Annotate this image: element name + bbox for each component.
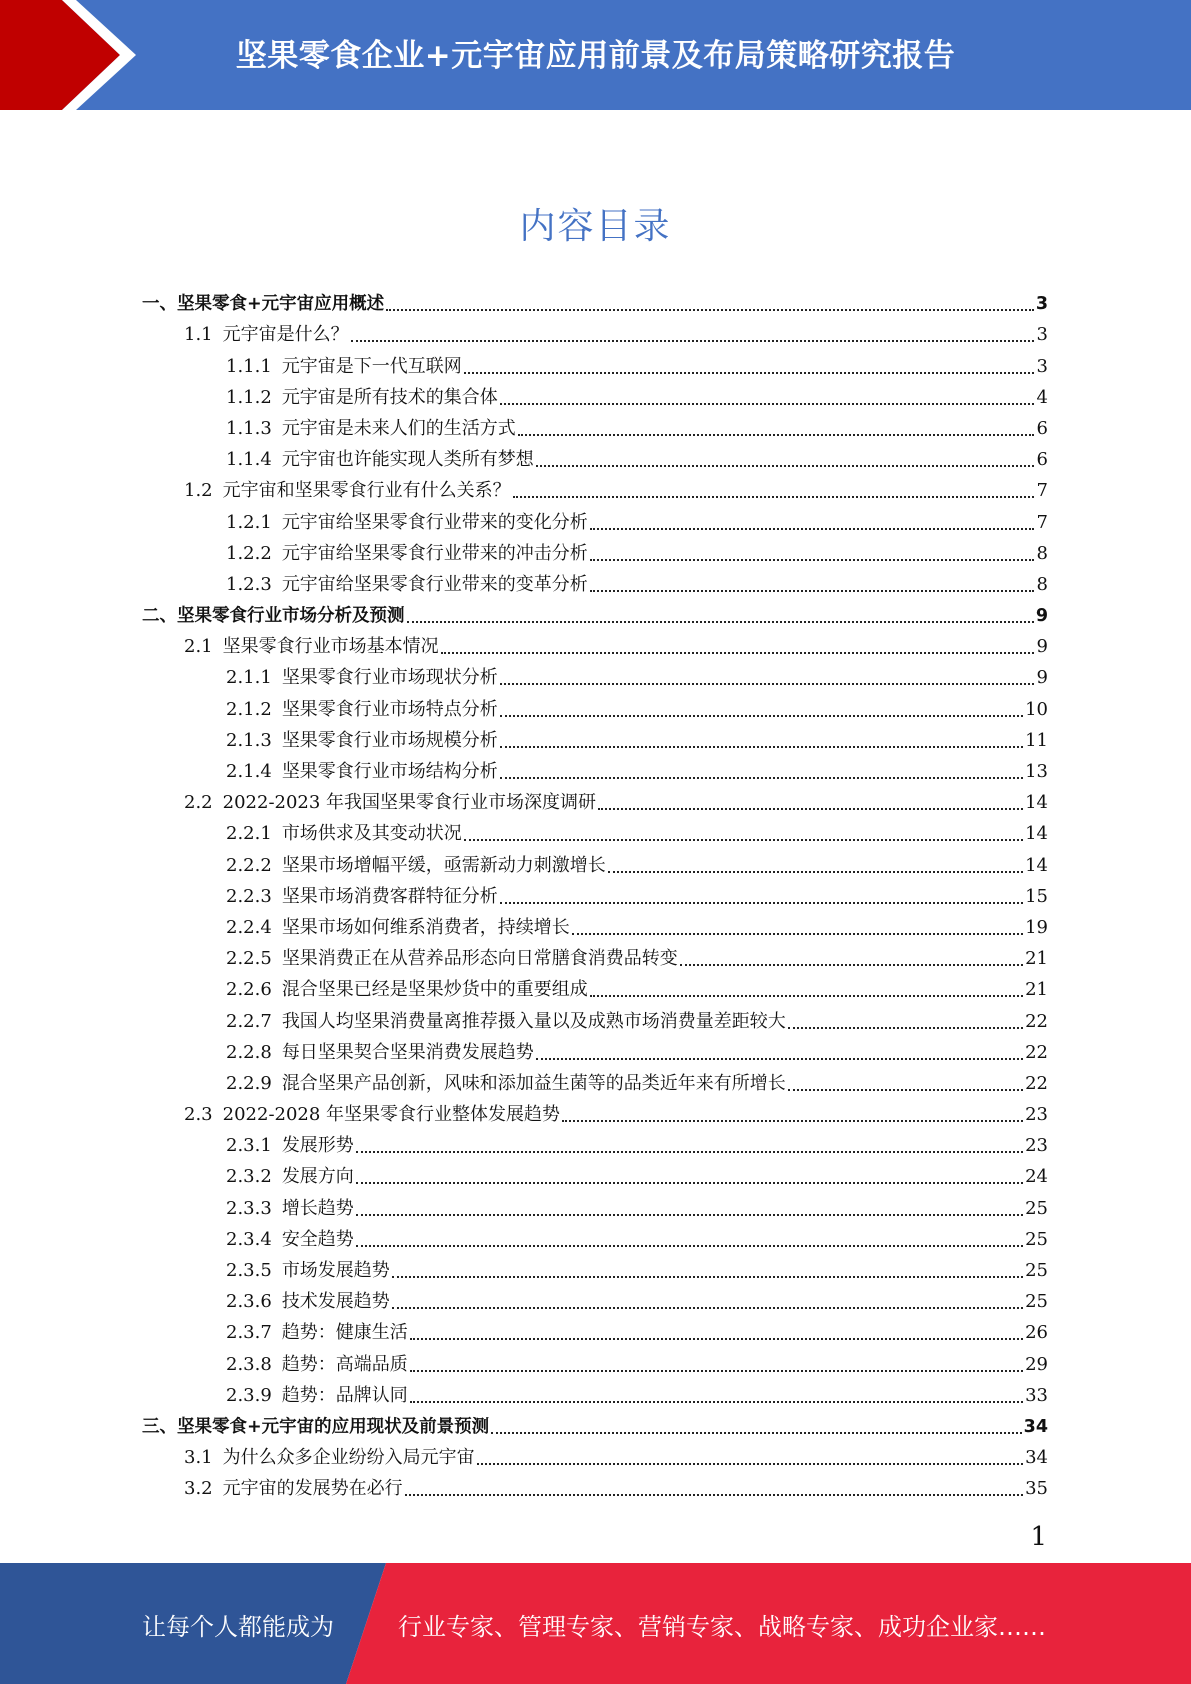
toc-entry-number: 2.2.4 xyxy=(226,916,272,938)
toc-entry-page: 13 xyxy=(1025,761,1048,782)
toc-entry[interactable] xyxy=(142,1344,1048,1375)
toc-entry[interactable] xyxy=(142,627,1048,658)
toc-dot-leader xyxy=(477,1463,1023,1465)
toc-entry-title: 坚果市场增幅平缓，亟需新动力刺激增长 xyxy=(281,854,606,876)
toc-dot-leader xyxy=(590,559,1034,561)
toc-entry[interactable] xyxy=(142,409,1048,440)
toc-dot-leader xyxy=(572,933,1023,935)
toc-entry[interactable] xyxy=(142,877,1048,908)
toc-entry-number: 1.2.1 xyxy=(226,511,272,533)
toc-dot-leader xyxy=(680,964,1023,966)
toc-entry-page: 25 xyxy=(1025,1291,1048,1313)
toc-entry[interactable] xyxy=(142,939,1048,970)
toc-entry[interactable] xyxy=(142,689,1048,720)
toc-dot-leader xyxy=(500,746,1023,748)
toc-entry-title: 市场供求及其变动状况 xyxy=(281,823,462,845)
toc-entry-page: 34 xyxy=(1025,1447,1048,1469)
toc-entry-title: 坚果市场消费客群特征分析 xyxy=(281,885,498,907)
toc-entry[interactable] xyxy=(142,502,1048,533)
toc-entry-title: 发展方向 xyxy=(281,1166,354,1188)
toc-entry-page: 8 xyxy=(1036,573,1048,595)
toc-entry[interactable] xyxy=(142,752,1048,783)
toc-entry-page: 9 xyxy=(1036,636,1048,658)
toc-entry-page: 25 xyxy=(1025,1260,1048,1281)
toc-entry-title: 发展形势 xyxy=(281,1135,354,1157)
toc-entry-page: 7 xyxy=(1036,480,1048,502)
toc-entry-title: 趋势：高端品质 xyxy=(281,1353,408,1375)
toc-entry[interactable] xyxy=(142,1095,1048,1126)
toc-dot-leader xyxy=(518,434,1034,436)
toc-entry[interactable] xyxy=(142,1376,1048,1407)
toc-dot-leader xyxy=(392,1276,1023,1278)
toc-entry[interactable] xyxy=(142,1126,1048,1157)
toc-entry-number: 2.1.2 xyxy=(226,698,272,720)
toc-entry-page: 14 xyxy=(1025,854,1048,876)
toc-entry-title: 元宇宙是所有技术的集合体 xyxy=(281,386,498,408)
toc-entry-number: 2.3.9 xyxy=(226,1384,272,1406)
toc-entry-page: 8 xyxy=(1036,542,1048,564)
toc-entry-page: 26 xyxy=(1025,1322,1048,1344)
toc-dot-leader xyxy=(536,1058,1023,1060)
toc-entry-page: 22 xyxy=(1025,1010,1048,1032)
toc-entry-page: 7 xyxy=(1036,511,1048,533)
toc-entry-number: 2.1.1 xyxy=(226,667,272,689)
toc-dot-leader xyxy=(356,1245,1023,1247)
toc-entry[interactable] xyxy=(142,1469,1048,1500)
toc-dot-leader xyxy=(464,839,1023,841)
toc-dot-leader xyxy=(410,1401,1023,1403)
toc-entry[interactable] xyxy=(142,783,1048,814)
toc-dot-leader xyxy=(441,652,1034,654)
toc-entry-title: 坚果零食+元宇宙的应用现状及前景预测 xyxy=(177,1416,490,1437)
toc-entry[interactable] xyxy=(142,908,1048,939)
header-arrow-icon xyxy=(0,0,160,110)
toc-entry-title: 坚果消费正在从营养品形态向日常膳食消费品转变 xyxy=(281,948,678,970)
toc-entry[interactable] xyxy=(142,315,1048,346)
toc-entry[interactable] xyxy=(142,596,1048,627)
toc-entry-number: 3.1 xyxy=(184,1447,213,1469)
toc-heading: 内容目录 xyxy=(519,206,672,247)
toc-entry-number: 2.1.4 xyxy=(226,761,272,782)
toc-dot-leader xyxy=(788,1027,1023,1029)
toc-entry-page: 24 xyxy=(1025,1166,1048,1188)
toc-entry-title: 元宇宙给坚果零食行业带来的冲击分析 xyxy=(281,542,588,564)
toc-entry-page: 14 xyxy=(1025,823,1048,845)
toc-entry[interactable] xyxy=(142,565,1048,596)
toc-entry[interactable] xyxy=(142,1282,1048,1313)
toc-entry[interactable] xyxy=(142,1001,1048,1032)
toc-entry[interactable] xyxy=(142,814,1048,845)
toc-dot-leader xyxy=(590,528,1034,530)
toc-entry-title: 坚果零食行业市场结构分析 xyxy=(281,761,498,782)
toc-dot-leader xyxy=(407,621,1034,623)
toc-dot-leader xyxy=(500,683,1034,685)
report-title: 坚果零食企业+元宇宙应用前景及布局策略研究报告 xyxy=(235,38,956,74)
toc-entry-title: 坚果零食行业市场特点分析 xyxy=(281,698,498,720)
toc-entry-number: 2.3.8 xyxy=(226,1353,272,1375)
toc-entry-number: 2.2.9 xyxy=(226,1072,272,1094)
toc-dot-leader xyxy=(590,590,1034,592)
table-of-contents xyxy=(142,284,1048,1500)
toc-dot-leader xyxy=(500,902,1023,904)
page-number: 1 xyxy=(1030,1522,1047,1552)
toc-entry-title: 元宇宙的发展势在必行 xyxy=(222,1478,403,1500)
toc-dot-leader xyxy=(410,1370,1023,1372)
toc-entry-number: 1.1.4 xyxy=(226,449,272,471)
toc-entry-number: 1.1 xyxy=(184,324,213,346)
toc-entry[interactable] xyxy=(142,378,1048,409)
toc-entry-title: 每日坚果契合坚果消费发展趋势 xyxy=(281,1041,534,1063)
toc-entry[interactable] xyxy=(142,721,1048,752)
toc-entry[interactable] xyxy=(142,534,1048,565)
header-band xyxy=(0,0,1191,110)
toc-entry[interactable] xyxy=(142,1313,1048,1344)
toc-entry-page: 22 xyxy=(1025,1072,1048,1094)
toc-entry-number: 二、 xyxy=(142,606,177,627)
toc-entry-title: 元宇宙给坚果零食行业带来的变化分析 xyxy=(281,511,588,533)
toc-entry[interactable] xyxy=(142,1188,1048,1219)
toc-entry-page: 14 xyxy=(1025,792,1048,814)
toc-entry-number: 1.1.2 xyxy=(226,386,272,408)
toc-entry-number: 3.2 xyxy=(184,1478,213,1500)
toc-dot-leader xyxy=(410,1338,1023,1340)
toc-entry-number: 2.2.3 xyxy=(226,885,272,907)
toc-entry-title: 元宇宙是下一代互联网 xyxy=(281,355,462,377)
toc-entry[interactable] xyxy=(142,970,1048,1001)
toc-entry-title: 市场发展趋势 xyxy=(281,1260,390,1281)
toc-dot-leader xyxy=(562,1120,1023,1122)
toc-entry-number: 三、 xyxy=(142,1416,177,1437)
toc-entry-number: 2.2.6 xyxy=(226,979,272,1001)
toc-entry-number: 2.2.8 xyxy=(226,1041,272,1063)
toc-entry-number: 2.2.1 xyxy=(226,823,272,845)
toc-entry-number: 2.2 xyxy=(184,792,213,814)
toc-dot-leader xyxy=(500,403,1034,405)
toc-entry-title: 坚果市场如何维系消费者，持续增长 xyxy=(281,916,570,938)
footer-band xyxy=(0,1563,1191,1684)
toc-dot-leader xyxy=(386,309,1034,311)
toc-entry[interactable] xyxy=(142,1407,1048,1438)
toc-entry-page: 11 xyxy=(1025,729,1048,751)
toc-entry-number: 2.3.6 xyxy=(226,1291,272,1313)
toc-entry[interactable] xyxy=(142,471,1048,502)
toc-entry-title: 坚果零食行业市场分析及预测 xyxy=(177,606,405,627)
toc-entry-number: 2.3.4 xyxy=(226,1228,272,1250)
toc-entry[interactable] xyxy=(142,346,1048,377)
toc-entry-page: 25 xyxy=(1025,1228,1048,1250)
toc-entry-title: 2022-2028 年坚果零食行业整体发展趋势 xyxy=(222,1104,561,1126)
toc-entry-page: 21 xyxy=(1025,979,1048,1001)
toc-entry-title: 安全趋势 xyxy=(281,1228,354,1250)
toc-entry[interactable] xyxy=(142,1251,1048,1282)
toc-dot-leader xyxy=(405,1494,1023,1496)
toc-entry-title: 增长趋势 xyxy=(281,1197,354,1219)
toc-entry-title: 元宇宙也许能实现人类所有梦想 xyxy=(281,449,534,471)
toc-entry[interactable] xyxy=(142,440,1048,471)
toc-entry-page: 34 xyxy=(1023,1416,1048,1437)
toc-dot-leader xyxy=(536,465,1034,467)
footer-slogan-right: 行业专家、管理专家、营销专家、战略专家、成功企业家…… xyxy=(398,1613,1046,1641)
toc-dot-leader xyxy=(500,715,1023,717)
toc-entry-title: 2022-2023 年我国坚果零食行业市场深度调研 xyxy=(222,792,597,814)
toc-dot-leader xyxy=(788,1089,1023,1091)
toc-entry-number: 1.2 xyxy=(184,480,213,502)
toc-entry-title: 混合坚果产品创新，风味和添加益生菌等的品类近年来有所增长 xyxy=(281,1072,786,1094)
toc-entry-page: 10 xyxy=(1025,698,1048,720)
toc-entry-page: 29 xyxy=(1025,1353,1048,1375)
toc-entry-number: 1.1.1 xyxy=(226,355,272,377)
toc-entry-page: 6 xyxy=(1036,417,1048,439)
toc-dot-leader xyxy=(513,496,1034,498)
toc-entry-number: 1.2.3 xyxy=(226,573,272,595)
toc-entry-title: 元宇宙是什么？ xyxy=(222,324,349,346)
toc-entry-number: 1.1.3 xyxy=(226,417,272,439)
toc-entry-number: 2.3.3 xyxy=(226,1197,272,1219)
toc-entry[interactable] xyxy=(142,1033,1048,1064)
toc-entry-number: 2.2.7 xyxy=(226,1010,272,1032)
toc-entry-title: 元宇宙是未来人们的生活方式 xyxy=(281,417,516,439)
toc-entry-title: 坚果零食行业市场基本情况 xyxy=(222,636,439,658)
toc-dot-leader xyxy=(500,777,1023,779)
toc-entry-page: 3 xyxy=(1036,355,1048,377)
toc-entry-title: 我国人均坚果消费量离推荐摄入量以及成熟市场消费量差距较大 xyxy=(281,1010,786,1032)
toc-entry[interactable] xyxy=(142,1157,1048,1188)
toc-entry-title: 为什么众多企业纷纷入局元宇宙 xyxy=(222,1447,475,1469)
toc-entry-page: 19 xyxy=(1025,916,1048,938)
toc-entry[interactable] xyxy=(142,1064,1048,1095)
toc-entry-number: 2.1.3 xyxy=(226,729,272,751)
toc-entry-page: 23 xyxy=(1025,1104,1048,1126)
toc-entry-title: 坚果零食行业市场规模分析 xyxy=(281,729,498,751)
toc-entry-page: 6 xyxy=(1036,449,1048,471)
toc-entry-page: 22 xyxy=(1025,1041,1048,1063)
toc-entry-number: 2.3 xyxy=(184,1104,213,1126)
toc-entry-title: 趋势：品牌认同 xyxy=(281,1384,408,1406)
toc-entry[interactable] xyxy=(142,1438,1048,1469)
toc-entry[interactable] xyxy=(142,284,1048,315)
toc-entry-number: 2.3.1 xyxy=(226,1135,272,1157)
toc-entry-title: 坚果零食+元宇宙应用概述 xyxy=(177,294,385,315)
toc-dot-leader xyxy=(598,808,1023,810)
toc-dot-leader xyxy=(590,995,1023,997)
toc-entry-title: 混合坚果已经是坚果炒货中的重要组成 xyxy=(281,979,588,1001)
toc-entry-page: 3 xyxy=(1035,294,1048,315)
toc-entry[interactable] xyxy=(142,845,1048,876)
toc-entry-number: 2.2.5 xyxy=(226,948,272,970)
footer-slogan-left: 让每个人都能成为 xyxy=(142,1613,334,1641)
toc-dot-leader xyxy=(356,1182,1023,1184)
toc-entry-number: 2.3.7 xyxy=(226,1322,272,1344)
toc-entry-page: 25 xyxy=(1025,1197,1048,1219)
toc-entry[interactable] xyxy=(142,658,1048,689)
toc-entry-page: 9 xyxy=(1036,667,1048,689)
toc-entry-page: 21 xyxy=(1025,948,1048,970)
toc-entry-title: 元宇宙和坚果零食行业有什么关系？ xyxy=(222,480,511,502)
toc-entry-title: 技术发展趋势 xyxy=(281,1291,390,1313)
toc-entry-number: 2.1 xyxy=(184,636,213,658)
toc-entry-page: 23 xyxy=(1025,1135,1048,1157)
toc-entry-number: 2.3.5 xyxy=(226,1260,272,1281)
toc-entry-number: 2.3.2 xyxy=(226,1166,272,1188)
toc-dot-leader xyxy=(392,1307,1023,1309)
toc-entry[interactable] xyxy=(142,1220,1048,1251)
toc-dot-leader xyxy=(491,1432,1021,1434)
toc-dot-leader xyxy=(464,372,1034,374)
toc-entry-number: 2.2.2 xyxy=(226,854,272,876)
toc-dot-leader xyxy=(351,340,1034,342)
toc-entry-page: 35 xyxy=(1025,1478,1048,1500)
toc-entry-page: 4 xyxy=(1036,386,1048,408)
toc-dot-leader xyxy=(356,1214,1023,1216)
toc-entry-number: 一、 xyxy=(142,294,177,315)
toc-entry-title: 趋势：健康生活 xyxy=(281,1322,408,1344)
toc-entry-page: 33 xyxy=(1025,1384,1048,1406)
toc-dot-leader xyxy=(608,871,1023,873)
toc-entry-number: 1.2.2 xyxy=(226,542,272,564)
toc-entry-title: 坚果零食行业市场现状分析 xyxy=(281,667,498,689)
toc-dot-leader xyxy=(356,1151,1023,1153)
toc-entry-page: 3 xyxy=(1036,324,1048,346)
toc-entry-page: 9 xyxy=(1035,606,1048,627)
toc-entry-page: 15 xyxy=(1025,885,1048,907)
toc-entry-title: 元宇宙给坚果零食行业带来的变革分析 xyxy=(281,573,588,595)
